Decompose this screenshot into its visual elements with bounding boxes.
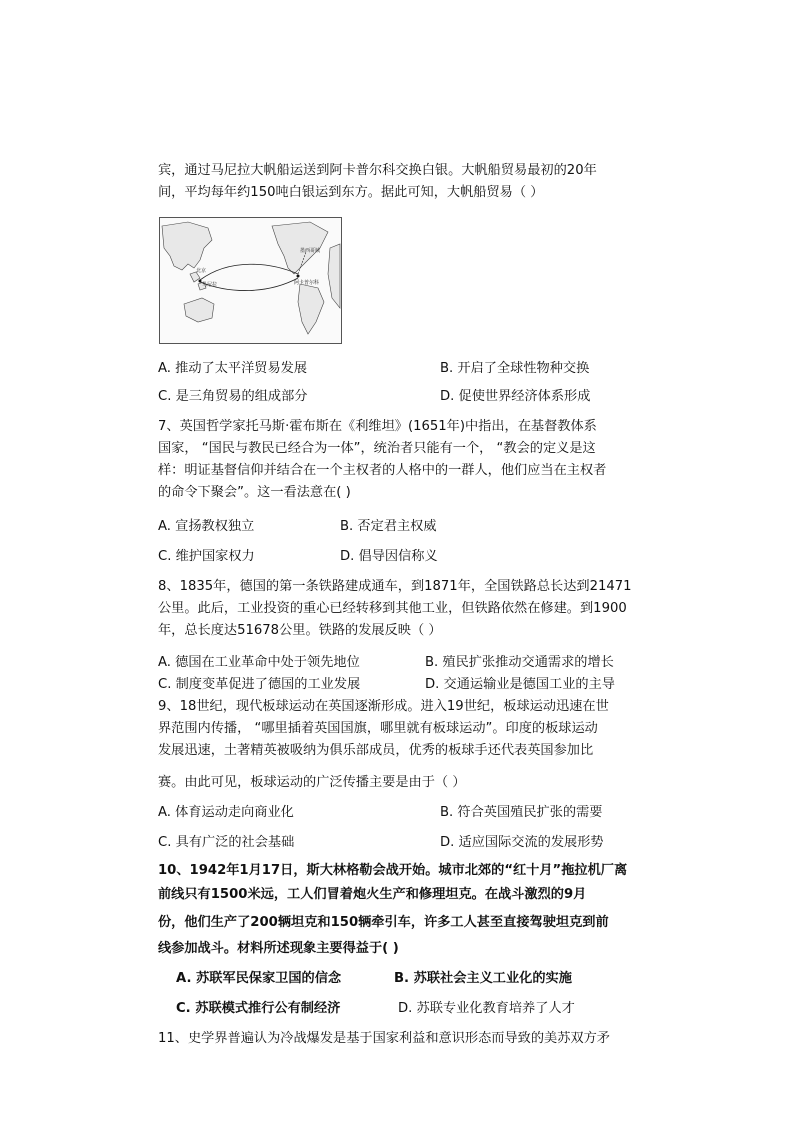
world-map-figure [160,218,341,343]
q6-stem-line-2: 间，平均每年约150吨白银运到东方。据此可知，大帆船贸易（ ） [158,185,544,200]
q7-option-c: C. 维护国家权力 [158,549,255,564]
australia-landmass [184,298,214,322]
q8-option-c: C. 制度变革促进了德国的工业发展 [158,677,361,692]
q10-option-b: B. 苏联社会主义工业化的实施 [394,971,572,986]
map-label-manila: 马尼拉 [202,282,218,288]
q9-stem-line-4: 赛。由此可见，板球运动的广泛传播主要是由于（ ） [158,775,466,790]
q8-option-d: D. 交通运输业是德国工业的主导 [425,677,615,692]
map-label-acapulco: 阿卡普尔科 [294,280,320,286]
q9-stem-line-2: 界范围内传播， “哪里插着英国国旗，哪里就有板球运动”。印度的板球运动 [158,721,598,736]
q9-stem-line-3: 发展迅速，土著精英被吸纳为俱乐部成员，优秀的板球手还代表英国参加比 [158,743,594,758]
q6-stem-line-1: 宾，通过马尼拉大帆船运送到阿卡普尔科交换白银。大帆船贸易最初的20年 [158,163,597,178]
q10-option-a: A. 苏联军民保家卫国的信念 [176,971,342,986]
q9-option-d: D. 适应国际交流的发展形势 [440,835,604,850]
q7-option-b: B. 否定君主权威 [340,519,437,534]
q8-stem-line-2: 公里。此后，工业投资的重心已经转移到其他工业，但铁路依然在修建。到1900 [158,601,627,616]
q10-stem-line-2: 前线只有1500米远，工人们冒着炮火生产和修理坦克。在战斗激烈的9月 [158,887,587,902]
africa-edge-landmass [328,244,340,308]
q10-stem-line-4: 线参加战斗。材料所述现象主要得益于( ) [158,941,399,956]
q7-option-a: A. 宣扬教权独立 [158,519,255,534]
q6-option-d: D. 促使世界经济体系形成 [440,389,591,404]
q7-option-d: D. 倡导因信称义 [340,549,438,564]
map-label-mexico-city: 墨西哥城 [300,248,321,254]
q10-stem-line-3: 份，他们生产了200辆坦克和150辆牵引车，许多工人甚至直接驾驶坦克到前 [158,915,609,930]
q7-stem-line-4: 的命令下聚会”。这一看法意在( ) [158,485,351,500]
galleon-trade-map [159,217,342,344]
q6-option-a: A. 推动了太平洋贸易发展 [158,361,308,376]
acapulco-marker [297,275,300,278]
q8-option-b: B. 殖民扩张推动交通需求的增长 [425,655,614,670]
q10-option-c: C. 苏联模式推行公有制经济 [176,1001,341,1016]
q9-stem-line-1: 9、18世纪，现代板球运动在英国逐渐形成。进入19世纪，板球运动迅速在世 [158,699,609,714]
q9-option-a: A. 体育运动走向商业化 [158,805,294,820]
south-america-landmass [298,284,324,334]
q9-option-c: C. 具有广泛的社会基础 [158,835,295,850]
map-label-beijing: 北京 [196,268,207,274]
q10-stem-line-1: 10、1942年1月17日，斯大林格勒会战开始。城市北郊的“红十月”拖拉机厂离 [158,863,628,878]
q8-stem-line-1: 8、1835年，德国的第一条铁路建成通车，到1871年，全国铁路总长达到21471 [158,579,632,594]
westbound-route-line [200,264,298,280]
q11-stem-line-1: 11、史学界普遍认为冷战爆发是基于国家利益和意识形态而导致的美苏双方矛 [158,1031,610,1046]
q9-option-b: B. 符合英国殖民扩张的需要 [440,805,603,820]
q6-option-c: C. 是三角贸易的组成部分 [158,389,308,404]
q7-stem-line-2: 国家， “国民与教民已经合为一体”，统治者只能有一个， “教会的定义是这 [158,441,596,456]
q10-option-d: D. 苏联专业化教育培养了人才 [398,1001,575,1016]
q7-stem-line-3: 样：明证基督信仰并结合在一个主权者的人格中的一群人，他们应当在主权者 [158,463,607,478]
asia-landmass [162,222,212,270]
q8-option-a: A. 德国在工业革命中处于领先地位 [158,655,360,670]
q6-option-b: B. 开启了全球性物种交换 [440,361,590,376]
q7-stem-line-1: 7、英国哲学家托马斯·霍布斯在《利维坦》(1651年)中指出，在基督教体系 [158,419,597,434]
q8-stem-line-3: 年，总长度达51678公里。铁路的发展反映（ ） [158,623,442,638]
